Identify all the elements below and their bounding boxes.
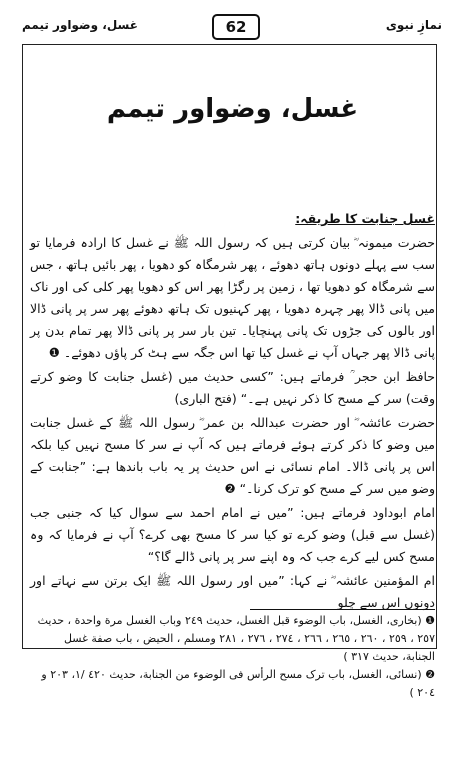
paragraph: حافظ ابن حجر ؒ فرماتے ہیں: ”کسی حدیث میں (غسل جنابت کا وضو کرتے وقت) سر کے مسح کا ذکر نہیں ہے۔“ (فتح الباری)	[30, 369, 435, 406]
paragraph: امام ابوداود فرماتے ہیں: ”میں نے امام احمد سے سوال کیا کہ جنبی جب (غسل سے قبل) وضو کرے تو کیا سر کا مسح بھی کرے؟ آپ نے فرمایا کہ وہ مسح کس لیے کرے جب کہ وہ اپنے سر پر پانی ڈالے گا؟“	[30, 505, 435, 564]
footnote: ❷ (نسائی، الغسل، باب ترک مسح الرأس فی الوضوء من الجنابة، حدیث ٤٢٠ /١، ٢٠٣ و ٢٠٤ )	[41, 668, 435, 699]
main-text	[30, 208, 435, 616]
page-number: 62	[212, 14, 260, 40]
page-header	[22, 14, 442, 40]
footnote: ❶ (بخاری، الغسل، باب الوضوء قبل الغسل، حدیث ٢٤٩ وباب الغسل مرة واحدة ، حدیث ٢٥٧ ، ٢٥٩ ، ٢٦٠ ، ٢٦٥ ، ٢٦٦ ، ٢٧٤ ، ٢٧٦ ، ٢٨١ ومسلم ، الحیض ، باب صفة غسل الجنابة، حدیث ٣١٧ )	[37, 614, 435, 663]
header-chapter: غسل، وضواور تیمم	[22, 18, 138, 32]
chapter-title: غسل، وضواور تیمم	[106, 94, 359, 124]
footnote-separator	[250, 609, 435, 610]
header-book-title: نمازِ نبوی	[385, 18, 442, 32]
paragraph: حضرت عائشہ ؓ اور حضرت عبداللہ بن عمر ؓ رسول اللہ ﷺ کے غسل جنابت میں وضو کا ذکر کرتے ہوئے فرماتے ہیں کہ آپ نے سر کا مسح نہیں کیا بلکہ اس پر پانی ڈالا۔ امام نسائی نے اس حدیث پر یہ باب باندھا ہے: ”جنابت کے وضو میں سر کے مسح کو ترک کرنا۔“ ❷	[30, 415, 435, 496]
footnotes	[30, 612, 435, 702]
paragraph: ام المؤمنین عائشہ ؓ نے کہا: ”میں اور رسول اللہ ﷺ ایک برتن سے نہاتے اور دونوں اس سے چلو	[30, 573, 435, 610]
section-heading: غسل جنابت کا طریقہ:	[295, 211, 435, 226]
paragraph: حضرت میمونہ ؓ بیان کرتی ہیں کہ رسول اللہ ﷺ نے غسل کا ارادہ فرمایا تو سب سے پہلے دونوں ہاتھ دھوئے ، پھر شرمگاہ کو دھویا ، پھر بائیں ہاتھ ، جس سے شرمگاہ کو دھویا تھا ، زمین پر رگڑا پھر اس کو دھویا پھر کلی کی اور ناک میں پانی ڈالا پھر چہرہ دھویا ، پھر کہنیوں تک ہاتھ دھوئے پھر سر پر پانی ڈالا اور بالوں کی جڑوں تک پانی پہنچایا۔ تین بار سر پر پانی ڈالا پھر تمام بدن پر پانی ڈالا پھر جہاں آپ نے غسل کیا تھا اس جگہ سے ہٹ کر پاؤں دھوئے۔ ❶	[30, 235, 435, 360]
